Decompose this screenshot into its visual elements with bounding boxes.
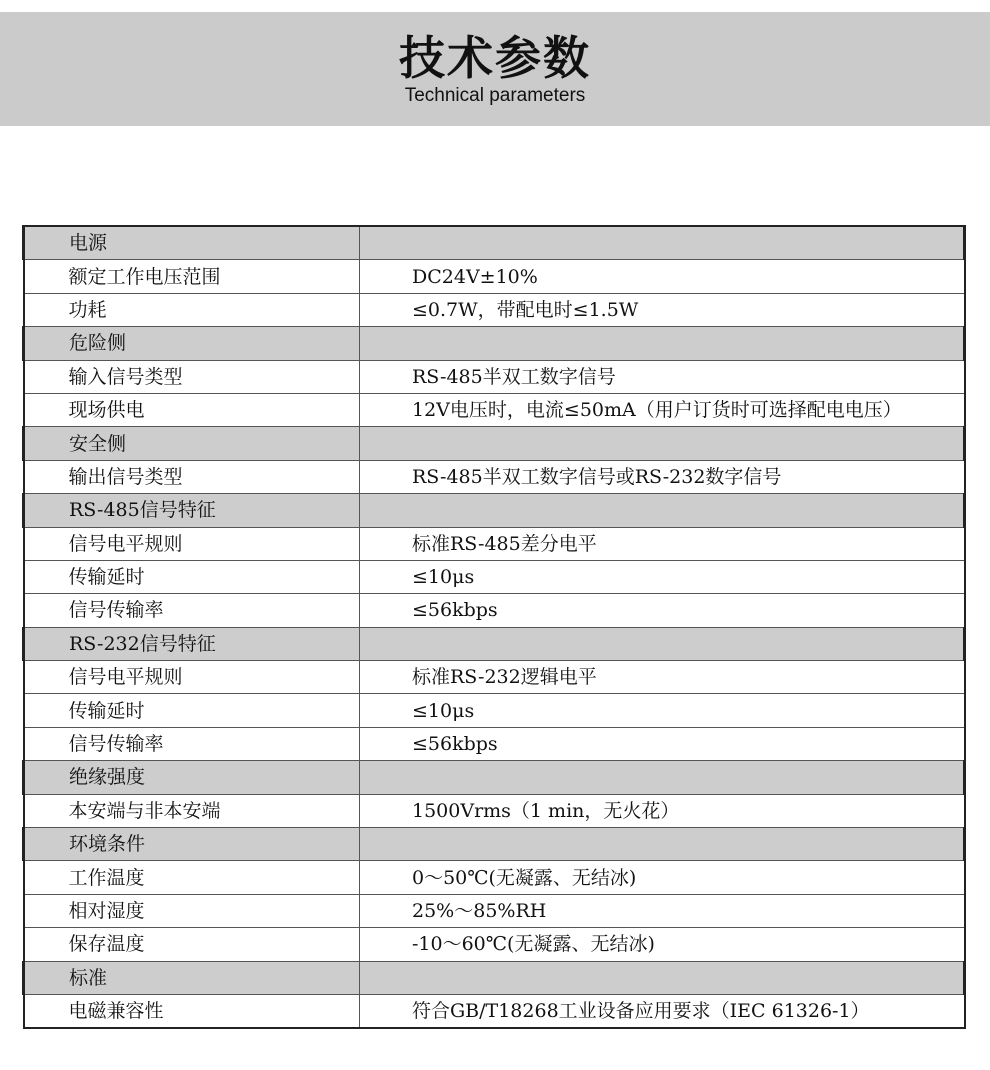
param-value: 0～50℃(无凝露、无结冰) (360, 861, 965, 894)
section-label: 环境条件 (24, 828, 360, 861)
param-label: 电磁兼容性 (24, 994, 360, 1028)
section-row (24, 327, 965, 360)
table-row (24, 594, 965, 627)
spec-table (22, 225, 966, 1029)
section-value (360, 327, 965, 360)
param-label: 输入信号类型 (24, 360, 360, 393)
section-label: 安全侧 (24, 427, 360, 460)
section-row (24, 494, 965, 527)
table-row (24, 661, 965, 694)
section-value (360, 427, 965, 460)
table-row (24, 560, 965, 593)
param-label: 相对湿度 (24, 894, 360, 927)
section-value (360, 761, 965, 794)
section-row (24, 828, 965, 861)
param-value: RS-485半双工数字信号 (360, 360, 965, 393)
param-value: ≤56kbps (360, 594, 965, 627)
param-label: 输出信号类型 (24, 460, 360, 493)
param-value: ≤0.7W，带配电时≤1.5W (360, 293, 965, 326)
table-row (24, 460, 965, 493)
section-label: RS-485信号特征 (24, 494, 360, 527)
param-value: -10～60℃(无凝露、无结冰) (360, 928, 965, 961)
param-label: 功耗 (24, 293, 360, 326)
param-value: 标准RS-232逻辑电平 (360, 661, 965, 694)
table-row (24, 994, 965, 1028)
param-label: 信号传输率 (24, 727, 360, 760)
section-row (24, 961, 965, 994)
table-row (24, 727, 965, 760)
table-row (24, 527, 965, 560)
table-row (24, 393, 965, 426)
section-value (360, 494, 965, 527)
param-value: ≤10μs (360, 560, 965, 593)
param-label: 额定工作电压范围 (24, 260, 360, 293)
section-row (24, 427, 965, 460)
param-label: 传输延时 (24, 560, 360, 593)
page-subtitle: Technical parameters (404, 85, 586, 106)
param-label: 工作温度 (24, 861, 360, 894)
param-label: 信号传输率 (24, 594, 360, 627)
page-title: 技术参数 (399, 31, 591, 85)
table-row (24, 861, 965, 894)
spec-table-body (24, 226, 965, 1028)
section-row (24, 761, 965, 794)
param-value: ≤10μs (360, 694, 965, 727)
param-value: 25%～85%RH (360, 894, 965, 927)
param-value: DC24V±10% (360, 260, 965, 293)
table-row (24, 928, 965, 961)
table-row (24, 694, 965, 727)
header-banner (0, 12, 990, 126)
section-label: 电源 (24, 226, 360, 260)
table-row (24, 260, 965, 293)
param-label: 现场供电 (24, 393, 360, 426)
table-row (24, 293, 965, 326)
param-label: 保存温度 (24, 928, 360, 961)
param-value: 1500Vrms（1 min，无火花） (360, 794, 965, 827)
param-value: ≤56kbps (360, 727, 965, 760)
param-label: 传输延时 (24, 694, 360, 727)
section-row (24, 627, 965, 660)
table-row (24, 360, 965, 393)
param-value: 符合GB/T18268工业设备应用要求（IEC 61326-1） (360, 994, 965, 1028)
param-label: 信号电平规则 (24, 661, 360, 694)
section-label: 危险侧 (24, 327, 360, 360)
table-row (24, 794, 965, 827)
section-value (360, 226, 965, 260)
param-value: RS-485半双工数字信号或RS-232数字信号 (360, 460, 965, 493)
param-value: 标准RS-485差分电平 (360, 527, 965, 560)
section-row (24, 226, 965, 260)
param-label: 本安端与非本安端 (24, 794, 360, 827)
param-value: 12V电压时，电流≤50mA（用户订货时可选择配电电压） (360, 393, 965, 426)
section-value (360, 961, 965, 994)
table-row (24, 894, 965, 927)
section-value (360, 828, 965, 861)
section-label: RS-232信号特征 (24, 627, 360, 660)
section-label: 绝缘强度 (24, 761, 360, 794)
param-label: 信号电平规则 (24, 527, 360, 560)
section-label: 标准 (24, 961, 360, 994)
section-value (360, 627, 965, 660)
